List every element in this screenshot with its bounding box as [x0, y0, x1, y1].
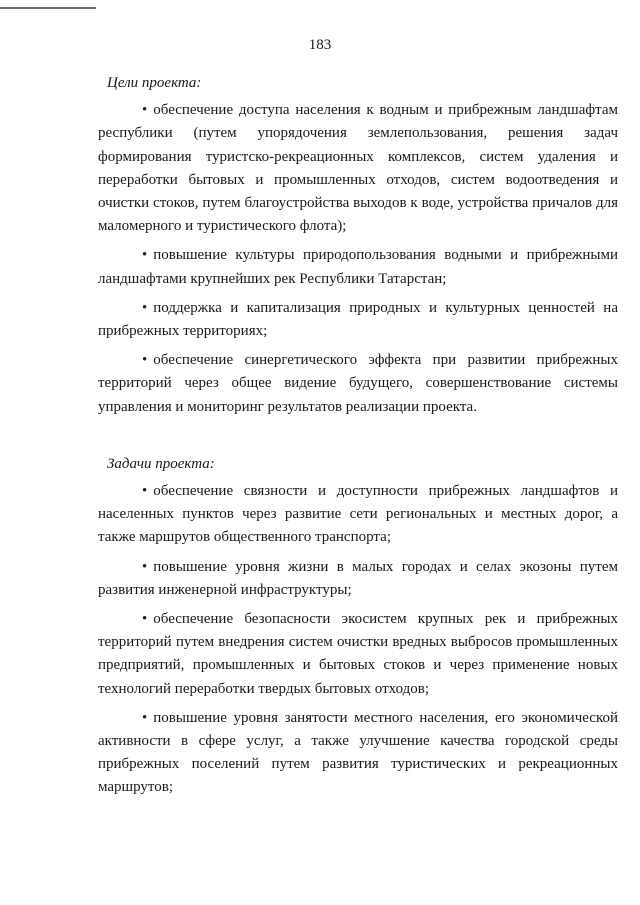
task-item-text: повышение уровня занятости местного населения, его экономической активности в сфере услуг, а также улучшение качества городской среды прибрежных поселений путем развития туристических и рекреационных маршрутов; [98, 709, 618, 796]
bullet-icon: • [142, 299, 148, 316]
page-content [98, 72, 618, 806]
goal-item-text: обеспечение синергетического эффекта при развитии прибрежных территорий через общее видение будущего, совершенствование системы управления и мониторинг результатов реализации проекта. [98, 352, 618, 415]
bullet-icon: • [142, 247, 148, 264]
task-item-text: повышение уровня жизни в малых городах и селах экозоны путем развития инженерной инфраструктуры; [98, 558, 618, 598]
goal-item-text: поддержка и капитализация природных и культурных ценностей на прибрежных территориях; [98, 299, 618, 340]
bullet-icon: • [142, 611, 148, 628]
bullet-icon: • [142, 352, 148, 369]
goal-item-text: повышение культуры природопользования водными и прибрежными ландшафтами крупнейших рек Республики Татарстан; [98, 247, 618, 287]
goal-item [98, 297, 618, 343]
bullet-icon: • [142, 483, 148, 500]
bullet-icon: • [142, 709, 148, 726]
task-item [98, 480, 618, 550]
tasks-section [98, 453, 618, 800]
section-spacer [98, 425, 618, 453]
tasks-heading: Задачи проекта: [107, 455, 215, 472]
bullet-icon: • [142, 558, 148, 575]
task-item [98, 556, 618, 602]
goal-item [98, 99, 618, 238]
bullet-icon: • [142, 102, 148, 119]
page-number: 183 [308, 37, 332, 53]
goal-item [98, 349, 618, 419]
goals-section [98, 72, 618, 419]
scan-edge-mark [0, 7, 96, 9]
goals-heading: Цели проекта: [107, 75, 202, 91]
goal-item-text: обеспечение доступа населения к водным и прибрежным ландшафтам республики (путем упорядочения землепользования, решения задач формирования туристско-рекреационных комплексов, систем удаления и переработки бытовых и промышленных отходов, систем водоотведения и очистки стоков, путем благоустройства выходов к воде, устройства причалов для маломерного и туристического флота); [98, 102, 618, 235]
task-item-text: обеспечение безопасности экосистем крупных рек и прибрежных территорий путем внедрения систем очистки вредных выбросов промышленных предприятий, промышленных и бытовых стоков и через применение новых технологий переработки твердых бытовых отходов; [98, 611, 618, 697]
task-item [98, 707, 618, 800]
goal-item [98, 244, 618, 290]
task-item-text: обеспечение связности и доступности прибрежных ландшафтов и населенных пунктов через развитие сети региональных и местных дорог, а также маршрутов общественного транспорта; [98, 483, 618, 546]
task-item [98, 608, 618, 701]
